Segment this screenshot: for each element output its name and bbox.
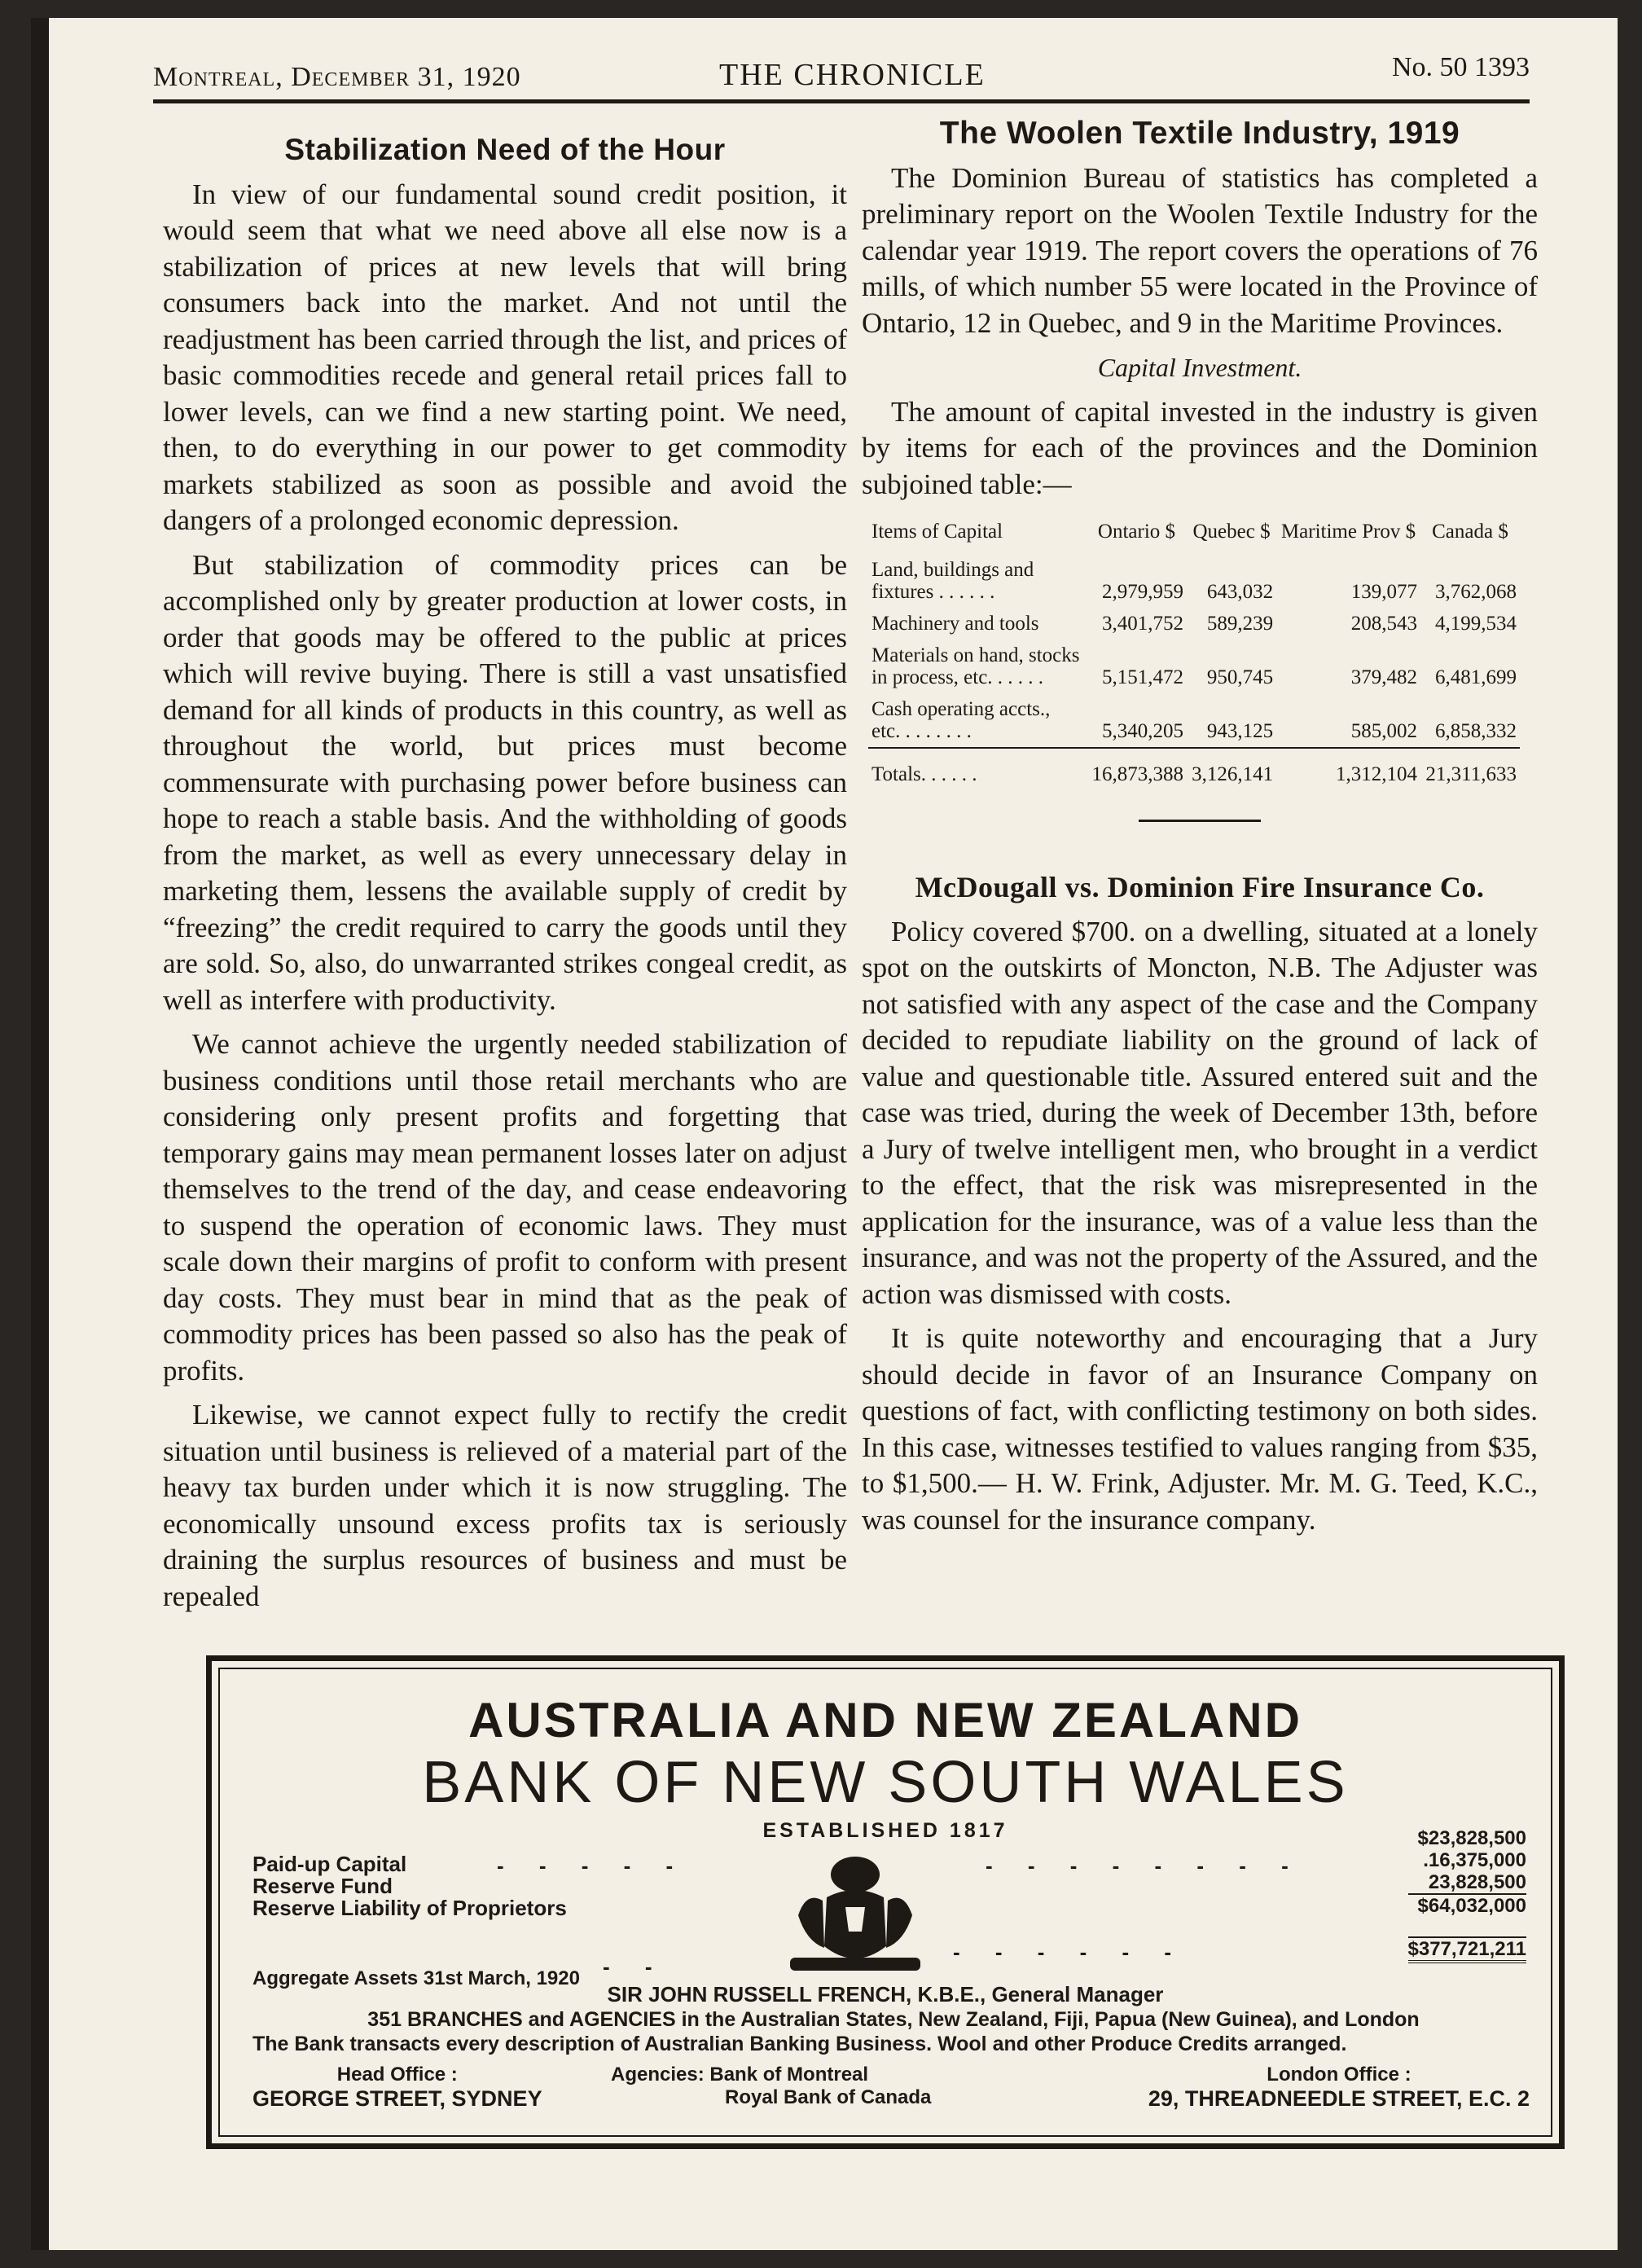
table-cell: 589,239	[1206, 613, 1274, 635]
table-cell: Machinery and tools	[871, 613, 1039, 635]
ad-value: .16,375,000	[1423, 1849, 1526, 1871]
right-column	[862, 116, 1538, 1538]
table-cell: 6,481,699	[1435, 666, 1517, 688]
table-row	[868, 693, 1520, 748]
paragraph: Policy covered $700. on a dwelling, situated at a lonely spot on the outskirts of Moncton, N.B. The Adjuster was not satisfied with any aspect of the case and the Company decided to repudiate liability on the ground of lack of value and questionable title. Assured entered suit and the case was tried, during the week of December 13th, before a Jury of twelve intelligent men, who brought in a verdict to the effect, that the risk was misrepresented in the application for the insurance, was of a value less than the insurance, and was not the property of the Assured, and the action was dismissed with costs.	[862, 915, 1538, 1310]
table-row	[868, 608, 1520, 640]
header-publication: THE CHRONICLE	[719, 58, 986, 92]
dot-leaders: - - - - -	[497, 1853, 688, 1878]
table-header: Items of Capital	[871, 521, 1003, 543]
table-cell: 943,125	[1206, 720, 1274, 742]
table-header: Maritime Prov $	[1280, 521, 1416, 543]
ad-agencies	[611, 2064, 931, 2109]
table-cell: 5,151,472	[1101, 666, 1183, 688]
ad-agency: Bank of Montreal	[709, 2064, 869, 2086]
ad-label: Paid-up Capital	[252, 1852, 407, 1876]
coat-of-arms-icon	[782, 1850, 929, 1987]
ad-value: $23,828,500	[1417, 1827, 1526, 1849]
left-column	[163, 132, 847, 1615]
table-cell: 5,340,205	[1101, 720, 1183, 742]
article-title-mcdougall: McDougall vs. Dominion Fire Insurance Co.	[915, 871, 1485, 903]
header-date: Montreal, December 31, 1920	[153, 62, 521, 92]
ad-agency: Royal Bank of Canada	[725, 2086, 932, 2108]
ad-inner-border	[218, 1668, 1552, 2137]
ad-headline-2: BANK OF NEW SOUTH WALES	[422, 1750, 1349, 1815]
table-header: Canada $	[1432, 521, 1508, 543]
ad-london-address: 29, THREADNEEDLE STREET, E.C. 2	[1148, 2086, 1530, 2111]
table-cell: 3,126,141	[1187, 748, 1276, 790]
ad-values	[1408, 1827, 1527, 1963]
ad-head-office	[252, 2064, 542, 2112]
ad-business: The Bank transacts every description of Australian Banking Business. Wool and other Produce Credits arranged.	[252, 2033, 1347, 2055]
table-cell: Totals. . . . . .	[868, 748, 1087, 790]
table-cell: 643,032	[1206, 581, 1274, 603]
binding-edge	[31, 18, 49, 2250]
ad-agencies-label: Agencies:	[611, 2064, 705, 2086]
table-cell: 950,745	[1206, 666, 1274, 688]
ad-general-manager: SIR JOHN RUSSELL FRENCH, K.B.E., General Manager	[607, 1982, 1164, 2006]
article-title-woolen: The Woolen Textile Industry, 1919	[939, 116, 1460, 151]
table-cell: 2,979,959	[1101, 581, 1183, 603]
article-title-stabilization: Stabilization Need of the Hour	[284, 133, 726, 166]
table-cell: Land, buildings and fixtures . . . . . .	[871, 559, 1034, 603]
table-cell: Materials on hand, stocks in process, etc. . . . . .	[871, 644, 1080, 688]
page-header	[153, 52, 1530, 103]
paragraph: The Dominion Bureau of statistics has completed a preliminary report on the Woolen Textile Industry for the calendar year 1919. The report covers the operations of 76 mills, of which number 55 were located in the Province of Ontario, 12 in Quebec, and 9 in the Maritime Provinces.	[862, 161, 1538, 339]
table-row	[868, 640, 1520, 693]
ad-headline-1: AUSTRALIA AND NEW ZEALAND	[468, 1693, 1302, 1747]
header-number: No. 50 1393	[1391, 52, 1530, 82]
table-header-row	[868, 521, 1520, 554]
table-cell: 139,077	[1350, 581, 1417, 603]
table-header: Ontario $	[1097, 521, 1176, 543]
table-cell: 1,312,104	[1276, 748, 1420, 790]
table-cell: 21,311,633	[1420, 748, 1520, 790]
table-cell: 585,002	[1350, 720, 1417, 742]
table-totals-row	[868, 748, 1520, 790]
table-row	[868, 554, 1520, 608]
ad-head-office-label: Head Office :	[336, 2064, 458, 2086]
table-cell: 208,543	[1350, 613, 1417, 635]
table-cell: 4,199,534	[1435, 613, 1517, 635]
paragraph: It is quite noteworthy and encouraging that a Jury should decide in favor of an Insurance Company on questions of fact, with conflicting testimony on both sides. In this case, witnesses testified to values ranging from $35, to $1,500.— H. W. Frink, Adjuster. Mr. M. G. Teed, K.C., was counsel for the insurance company.	[862, 1322, 1538, 1536]
section-divider	[1139, 820, 1261, 822]
ad-label: Reserve Liability of Proprietors	[252, 1896, 567, 1920]
newspaper-page	[31, 18, 1618, 2250]
ad-london-label: London Office :	[1267, 2064, 1412, 2086]
dot-leaders: - - - - - -	[953, 1940, 1187, 1964]
dot-leaders: - -	[603, 1954, 667, 1979]
ad-london-office	[1148, 2064, 1530, 2112]
subheading-capital: Capital Investment.	[1097, 353, 1302, 382]
bank-advertisement	[206, 1655, 1565, 2149]
ad-established: ESTABLISHED 1817	[762, 1819, 1008, 1842]
paragraph: In view of our fundamental sound credit position, it would seem that what we need above all else now is a stabilization of prices at new levels that will bring consumers back into the market. And not until the readjustment has been carried through the list, and prices of basic commodities recede and general retail prices fall to lower levels, can we find a new starting point. We need, then, to do everything in our power to get commodity markets stabilized as soon as possible and avoid the dangers of a prolonged economic depression.	[163, 178, 847, 536]
paragraph: The amount of capital invested in the industry is given by items for each of the provinces and the Dominion subjoined table:—	[862, 395, 1538, 500]
ad-head-office-address: GEORGE STREET, SYDNEY	[252, 2086, 542, 2111]
ad-value-total: $377,721,211	[1408, 1936, 1527, 1963]
ad-branches: 351 BRANCHES and AGENCIES in the Australian States, New Zealand, Fiji, Papua (New Guinea), and London	[367, 2008, 1420, 2031]
table-cell: Cash operating accts., etc. . . . . . . .	[871, 698, 1051, 742]
ad-aggregate-assets: Aggregate Assets 31st March, 1920	[252, 1967, 580, 1989]
paragraph: Likewise, we cannot expect fully to rectify the credit situation until business is relieved of a material part of the heavy tax burden under which it is now struggling. The economically unsound excess profits tax is seriously draining the surplus resources of business and must be repealed	[163, 1399, 847, 1612]
capital-table	[868, 521, 1520, 790]
table-header: Quebec $	[1192, 521, 1271, 543]
ad-label: Reserve Fund	[252, 1874, 393, 1898]
table-cell: 3,401,752	[1101, 613, 1183, 635]
ad-value-subtotal: $64,032,000	[1408, 1893, 1527, 1917]
table-cell: 379,482	[1350, 666, 1417, 688]
dot-leaders: - - - - - - - -	[986, 1853, 1303, 1878]
table-cell: 16,873,388	[1087, 748, 1187, 790]
paragraph: But stabilization of commodity prices can be accomplished only by greater production at lower costs, in order that goods may be offered to the public at prices which will revive buying. There is still a vast unsatisfied demand for all kinds of products in this country, as well as throughout the world, but prices must become commensurate with purchasing power before business can hope to reach a stable basis. And the withholding of goods from the market, as well as every unnecessary delay in marketing them, lessens the available supply of credit by “freezing” the credit required to carry the goods until they are sold. So, also, do unwarranted strikes congeal credit, as well as interfere with productivity.	[163, 548, 847, 1016]
ad-value: 23,828,500	[1428, 1871, 1526, 1893]
table-cell: 6,858,332	[1435, 720, 1517, 742]
table-cell: 3,762,068	[1435, 581, 1517, 603]
paragraph: We cannot achieve the urgently needed stabilization of business conditions until those retail merchants who are considering only present profits and forgetting that temporary gains may mean permanent losses later on adjust themselves to the trend of the day, and cease endeavoring to suspend the operation of economic laws. They must scale down their margins of profit to conform with present day costs. They must bear in mind that as the peak of commodity prices has been passed so also has the peak of profits.	[163, 1028, 847, 1387]
